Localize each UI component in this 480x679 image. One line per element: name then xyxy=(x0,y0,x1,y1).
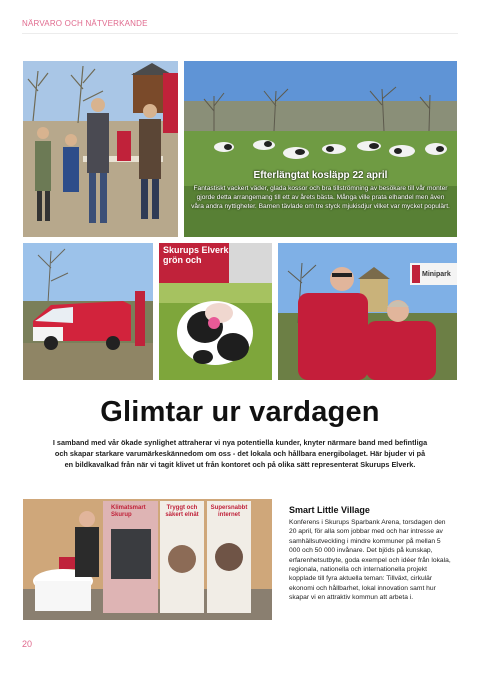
banner-label-1: Klimatsmart Skurup xyxy=(111,505,146,518)
cow-event-title: Efterlängtat kosläpp 22 april xyxy=(253,170,388,181)
people-at-farm-table-photo xyxy=(23,61,178,237)
smart-village-text: Konferens i Skurups Sparbank Arena, torsdagen den 20 april, för alla som jobbar med och har intresse av samhällsutveckling i mindre kommuner på mellan 5 000 och 50 000 invånare. Det bjöds på kunskap, erfarenhetsutbyte, goda exempel och idéer från lokala, regionala, nationella och internationella projekt kopplade till fyra aktuella teman: Tillväxt, cirkulär ekonomi och hållbarhet, lokal innovation samt hur skapar vi en attraktiv kommun att arbeta i. xyxy=(289,519,451,602)
intro-paragraph: I samband med vår ökade synlighet attraherar vi nya potentiella kunder, knyter närmare band med befintliga och skapar starkare varumärkeskännedom om oss - det lokala och hållbara energibolaget. Här bjuder vi på en bildkavalkad från när vi tagit klivet ut från kontoret och på olika sätt representerat Skurups Elverk. xyxy=(52,438,428,469)
cow-event-text: Fantastiskt vackert väder, glada kossor och bra tillströmning av besökare till vår monter gjorde detta arrangemang till ett av årets bästa. Många ville prata elhandel men även våra andra nyttigheter. Barnen tävlade om tre styck mjukisdjur vilket var mycket populärt. xyxy=(191,185,450,210)
two-people-in-red-jackets-photo xyxy=(278,243,457,380)
exhibition-stand-photo xyxy=(23,499,272,620)
page-number: 20 xyxy=(22,639,33,649)
header-divider xyxy=(22,33,458,34)
banner-label-2: Tryggt och säkert elnät xyxy=(165,505,199,518)
smart-village-title: Smart Little Village xyxy=(289,505,370,515)
banner-text: Skurups Elverk grön och xyxy=(163,245,229,265)
plush-cow-and-banner-photo xyxy=(159,243,272,380)
banner-label-3: Supersnabbt internet xyxy=(210,505,248,518)
red-company-van-photo xyxy=(23,243,153,380)
minipark-sign: Minipark xyxy=(422,271,451,278)
section-label: NÄRVARO OCH NÄTVERKANDE xyxy=(22,19,148,28)
page-headline: Glimtar ur vardagen xyxy=(100,396,380,428)
